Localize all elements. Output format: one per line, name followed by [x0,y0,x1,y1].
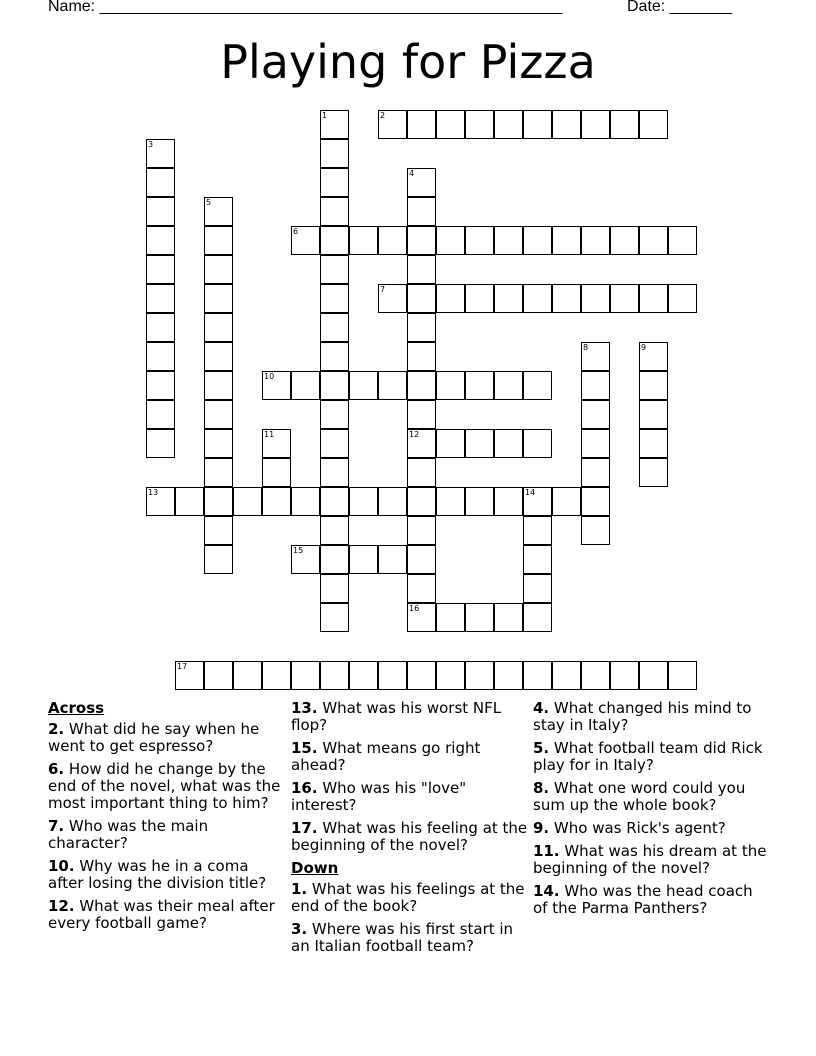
clue-number-label: 1 [322,111,328,120]
grid-cell[interactable] [668,226,697,255]
grid-cell[interactable] [494,371,523,400]
clue-text: What was his feelings at the end of the book? [291,880,525,915]
grid-cell[interactable] [146,342,175,371]
grid-cell[interactable] [407,255,436,284]
grid-cell[interactable] [407,371,436,400]
clue-number: 11. [533,842,560,860]
clue-number: 3. [291,920,308,938]
grid-cell[interactable] [523,371,552,400]
grid-cell[interactable] [407,487,436,516]
clue-number-label: 9 [641,343,647,352]
grid-cell[interactable] [349,661,378,690]
clue-text: Who was the head coach of the Parma Panthers? [533,882,753,917]
grid-cell[interactable] [639,429,668,458]
clue-number-label: 12 [409,430,420,439]
grid-cell[interactable] [204,487,233,516]
grid-cell[interactable] [552,284,581,313]
grid-cell[interactable] [378,487,407,516]
clue-text: Who was the main character? [48,817,209,852]
grid-cell[interactable] [494,284,523,313]
grid-cell[interactable] [523,284,552,313]
grid-cell[interactable] [262,487,291,516]
clue-number-label: 17 [177,662,188,671]
grid-cell[interactable] [262,458,291,487]
grid-cell[interactable] [436,429,465,458]
grid-cell[interactable] [349,545,378,574]
grid-cell[interactable] [320,516,349,545]
clue-text: What one word could you sum up the whole book? [533,779,746,814]
clue-text: Why was he in a coma after losing the division title? [48,857,267,892]
grid-cell[interactable] [320,603,349,632]
grid-cell[interactable] [146,255,175,284]
grid-cell[interactable] [552,487,581,516]
grid-cell[interactable] [291,661,320,690]
grid-cell[interactable] [668,661,697,690]
grid-cell[interactable] [349,226,378,255]
page-title: Playing for Pizza [220,35,596,89]
grid-cell[interactable] [407,661,436,690]
grid-cell[interactable] [436,284,465,313]
grid-cell[interactable] [204,371,233,400]
grid-cell[interactable] [552,661,581,690]
clue-item [533,843,771,877]
clue-text: Where was his first start in an Italian football team? [291,920,514,955]
grid-cell[interactable] [204,400,233,429]
grid-cell[interactable] [204,429,233,458]
grid-cell[interactable] [320,458,349,487]
grid-cell[interactable] [146,313,175,342]
clue-number: 14. [533,882,560,900]
grid-cell[interactable] [436,110,465,139]
grid-cell[interactable] [465,284,494,313]
grid-cell[interactable] [204,284,233,313]
grid-cell[interactable] [291,545,320,574]
grid-cell[interactable] [291,371,320,400]
across-heading: Across [48,699,105,717]
grid-cell[interactable] [204,313,233,342]
grid-cell[interactable] [610,284,639,313]
grid-cell[interactable] [581,429,610,458]
clue-number-label: 2 [380,111,386,120]
grid-cell[interactable] [204,545,233,574]
clue-text: How did he change by the end of the novel, what was the most important thing to him? [48,760,281,812]
clue-text: What was their meal after every football game? [48,897,275,932]
clues-column-1 [48,700,286,938]
grid-cell[interactable] [175,661,204,690]
clue-text: What was his worst NFL flop? [291,699,502,734]
grid-cell[interactable] [146,487,175,516]
grid-cell[interactable] [639,661,668,690]
clue-item [291,881,529,915]
grid-cell[interactable] [320,139,349,168]
clue-item [533,700,771,734]
grid-cell[interactable] [146,284,175,313]
grid-cell[interactable] [378,284,407,313]
clue-item [533,820,771,837]
grid-cell[interactable] [320,197,349,226]
clue-number: 10. [48,857,75,875]
grid-cell[interactable] [204,516,233,545]
grid-cell[interactable] [204,226,233,255]
grid-cell[interactable] [320,342,349,371]
clue-item [48,721,286,755]
grid-cell[interactable] [175,487,204,516]
clue-item [533,883,771,917]
grid-cell[interactable] [552,110,581,139]
grid-cell[interactable] [494,226,523,255]
grid-cell[interactable] [407,545,436,574]
clue-number: 5. [533,739,550,757]
grid-cell[interactable] [581,661,610,690]
clue-item [291,700,529,734]
grid-cell[interactable] [320,545,349,574]
grid-cell[interactable] [581,516,610,545]
grid-cell[interactable] [204,342,233,371]
clue-number: 4. [533,699,550,717]
grid-cell[interactable] [407,197,436,226]
clue-number: 16. [291,779,318,797]
grid-cell[interactable] [610,226,639,255]
clue-number-label: 6 [293,227,299,236]
clues-column-2 [291,700,529,961]
grid-cell[interactable] [146,400,175,429]
grid-cell[interactable] [349,487,378,516]
clue-item [291,780,529,814]
grid-cell[interactable] [523,545,552,574]
clue-text: Who was Rick's agent? [549,819,726,837]
clue-text: What was his dream at the beginning of the novel? [533,842,767,877]
grid-cell[interactable] [639,371,668,400]
grid-cell[interactable] [407,603,436,632]
grid-cell[interactable] [407,574,436,603]
clue-number: 17. [291,819,318,837]
grid-cell[interactable] [204,661,233,690]
grid-cell[interactable] [407,516,436,545]
clue-text: What changed his mind to stay in Italy? [533,699,752,734]
grid-cell[interactable] [320,168,349,197]
grid-cell[interactable] [320,110,349,139]
grid-cell[interactable] [436,371,465,400]
grid-cell[interactable] [320,226,349,255]
clue-number-label: 10 [264,372,275,381]
grid-cell[interactable] [436,661,465,690]
grid-cell[interactable] [581,458,610,487]
grid-cell[interactable] [378,371,407,400]
grid-cell[interactable] [581,400,610,429]
clue-item [48,818,286,852]
grid-cell[interactable] [436,226,465,255]
grid-cell[interactable] [146,139,175,168]
grid-cell[interactable] [523,661,552,690]
clue-item [48,898,286,932]
clue-number-label: 7 [380,285,386,294]
grid-cell[interactable] [639,400,668,429]
grid-cell[interactable] [146,168,175,197]
grid-cell[interactable] [407,110,436,139]
grid-cell[interactable] [668,284,697,313]
grid-cell[interactable] [262,661,291,690]
clue-item [291,921,529,955]
grid-cell[interactable] [349,371,378,400]
grid-cell[interactable] [320,429,349,458]
grid-cell[interactable] [639,458,668,487]
grid-cell[interactable] [378,661,407,690]
grid-cell[interactable] [320,255,349,284]
clue-number: 9. [533,819,550,837]
grid-cell[interactable] [639,284,668,313]
grid-cell[interactable] [465,371,494,400]
grid-cell[interactable] [233,661,262,690]
grid-cell[interactable] [465,661,494,690]
grid-cell[interactable] [320,574,349,603]
grid-cell[interactable] [610,661,639,690]
clue-number: 6. [48,760,65,778]
grid-cell[interactable] [407,313,436,342]
clue-item [533,780,771,814]
grid-cell[interactable] [204,197,233,226]
grid-cell[interactable] [494,487,523,516]
clue-number-label: 4 [409,169,415,178]
clue-item [533,740,771,774]
grid-cell[interactable] [436,487,465,516]
clue-number-label: 11 [264,430,275,439]
grid-cell[interactable] [494,661,523,690]
grid-cell[interactable] [262,371,291,400]
clue-number-label: 13 [148,488,159,497]
grid-cell[interactable] [639,226,668,255]
clues-column-3 [533,700,771,923]
grid-cell[interactable] [146,429,175,458]
grid-cell[interactable] [204,255,233,284]
clue-number: 15. [291,739,318,757]
grid-cell[interactable] [407,400,436,429]
down-heading: Down [291,859,339,877]
clue-number: 2. [48,720,65,738]
grid-cell[interactable] [581,110,610,139]
clue-text: What was his feeling at the beginning of the novel? [291,819,528,854]
grid-cell[interactable] [523,110,552,139]
grid-cell[interactable] [494,603,523,632]
grid-cell[interactable] [465,226,494,255]
grid-cell[interactable] [552,226,581,255]
clue-item [48,858,286,892]
grid-cell[interactable] [581,342,610,371]
grid-cell[interactable] [320,661,349,690]
grid-cell[interactable] [146,371,175,400]
grid-cell[interactable] [465,429,494,458]
grid-cell[interactable] [523,574,552,603]
grid-cell[interactable] [523,487,552,516]
grid-cell[interactable] [436,603,465,632]
grid-cell[interactable] [320,371,349,400]
grid-cell[interactable] [407,284,436,313]
grid-cell[interactable] [146,226,175,255]
clue-item [48,761,286,812]
grid-cell[interactable] [610,110,639,139]
grid-cell[interactable] [146,197,175,226]
grid-cell[interactable] [523,429,552,458]
grid-cell[interactable] [581,487,610,516]
clue-number-label: 3 [148,140,154,149]
grid-cell[interactable] [291,487,320,516]
grid-cell[interactable] [204,458,233,487]
grid-cell[interactable] [494,429,523,458]
grid-cell[interactable] [320,400,349,429]
clue-text: What football team did Rick play for in Italy? [533,739,763,774]
grid-cell[interactable] [639,342,668,371]
clue-number: 12. [48,897,75,915]
clue-number: 13. [291,699,318,717]
grid-cell[interactable] [523,226,552,255]
date-field-label[interactable]: Date: _______ [627,0,732,15]
clue-number-label: 16 [409,604,420,613]
name-field-label[interactable]: Name: ____________________________________________________ [48,0,563,15]
clue-number: 7. [48,817,65,835]
grid-cell[interactable] [465,110,494,139]
clue-number-label: 8 [583,343,589,352]
clue-text: Who was his "love" interest? [291,779,467,814]
grid-cell[interactable] [320,487,349,516]
clue-number-label: 15 [293,546,304,555]
grid-cell[interactable] [233,487,262,516]
grid-cell[interactable] [407,226,436,255]
grid-cell[interactable] [465,487,494,516]
clue-item [291,740,529,774]
clue-text: What means go right ahead? [291,739,481,774]
grid-cell[interactable] [581,371,610,400]
grid-cell[interactable] [378,545,407,574]
grid-cell[interactable] [581,284,610,313]
grid-cell[interactable] [639,110,668,139]
grid-cell[interactable] [465,603,494,632]
grid-cell[interactable] [407,458,436,487]
grid-cell[interactable] [320,284,349,313]
clue-number-label: 14 [525,488,536,497]
clue-text: What did he say when he went to get espresso? [48,720,260,755]
grid-cell[interactable] [407,342,436,371]
grid-cell[interactable] [523,516,552,545]
grid-cell[interactable] [494,110,523,139]
grid-cell[interactable] [581,226,610,255]
grid-cell[interactable] [378,226,407,255]
grid-cell[interactable] [523,603,552,632]
clue-number: 8. [533,779,550,797]
grid-cell[interactable] [378,110,407,139]
grid-cell[interactable] [262,429,291,458]
grid-cell[interactable] [407,429,436,458]
clue-number-label: 5 [206,198,212,207]
clue-number: 1. [291,880,308,898]
grid-cell[interactable] [320,313,349,342]
grid-cell[interactable] [291,226,320,255]
grid-cell[interactable] [407,168,436,197]
clue-item [291,820,529,854]
